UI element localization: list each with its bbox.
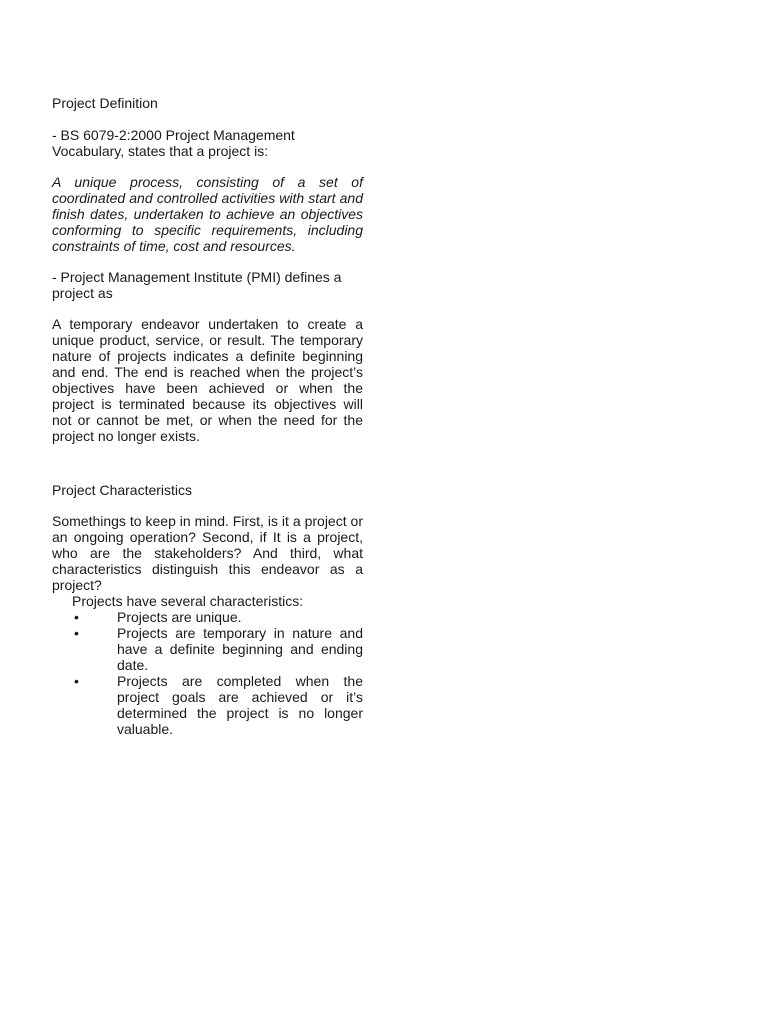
list-item (52, 673, 363, 737)
bullet-icon: • (74, 609, 79, 625)
list-item-text: Projects are temporary in nature and have a definite beginning and ending date. (117, 625, 363, 673)
list-item-text: Projects are completed when the project goals are achieved or it’s determined the project is no longer valuable. (117, 673, 363, 737)
pmi-definition-paragraph: A temporary endeavor undertaken to create a unique product, service, or result. The temporary nature of projects indicates a definite beginning and end. The end is reached when the project’s objectives have been achieved or when the project is terminated because its objectives will not or cannot be met, or when the need for the project no longer exists. (52, 316, 363, 444)
list-lead-text: Projects have several characteristics: (72, 593, 304, 609)
list-item (52, 609, 363, 625)
bs-intro-paragraph: - BS 6079-2:2000 Project Management Vocabulary, states that a project is: (52, 127, 295, 159)
list-item-text: Projects are unique. (117, 609, 242, 625)
characteristics-intro-paragraph: Somethings to keep in mind. First, is it a project or an ongoing operation? Second, if It is a project, who are the stakeholders? And third, what characteristics distinguish this endeavor as a project? (52, 513, 363, 593)
section-title-project-characteristics: Project Characteristics (52, 482, 193, 498)
document-page (52, 95, 363, 737)
pmi-intro-paragraph: - Project Management Institute (PMI) defines a project as (52, 269, 342, 301)
list-item (52, 625, 363, 673)
bs-definition-paragraph: A unique process, consisting of a set of coordinated and controlled activities with start and finish dates, undertaken to achieve an objectives conforming to specific requirements, including constraints of time, cost and resources. (52, 174, 363, 254)
bullet-icon: • (74, 625, 79, 641)
bullet-icon: • (74, 673, 79, 689)
section-title-project-definition: Project Definition (52, 95, 158, 111)
characteristics-list (52, 609, 363, 737)
